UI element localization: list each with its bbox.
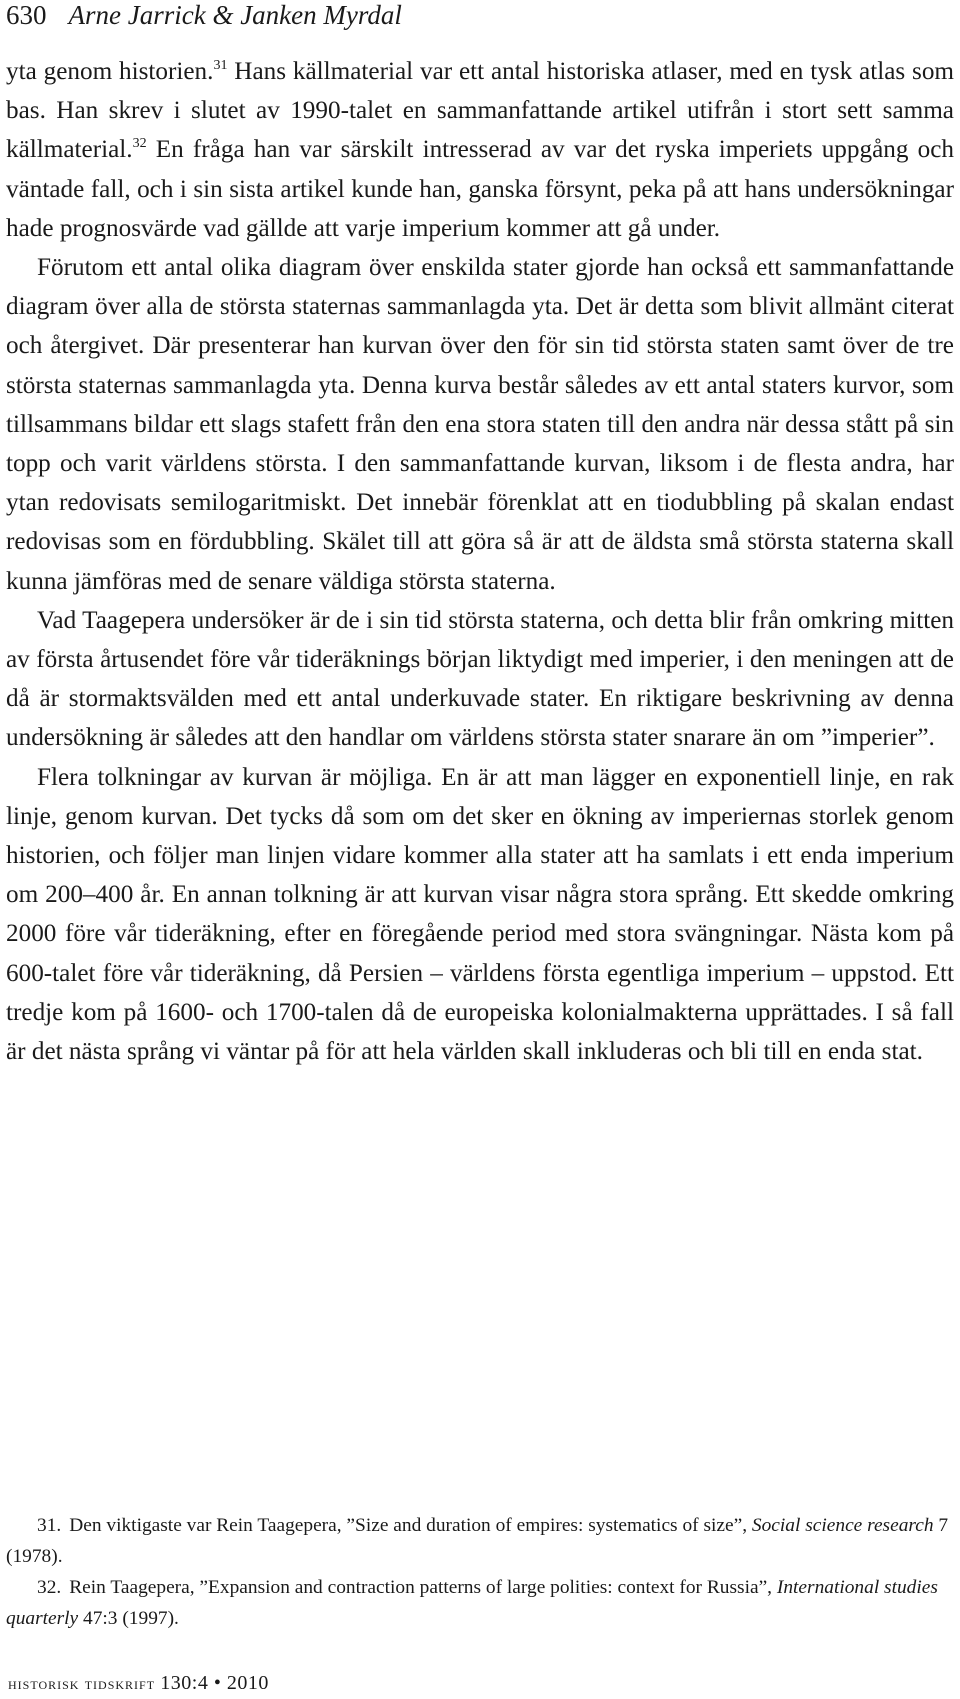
footnote-31-number: 31.	[37, 1515, 62, 1536]
page-number: 630	[6, 0, 47, 30]
running-footer	[8, 1672, 269, 1695]
paragraph-1-text-b: Hans källmaterial var ett antal historiska atlaser, med en tysk atlas som bas. Han skrev i slutet av 1990-talet en sammanfattande artikel utifrån i stort sett samma källmaterial.	[6, 58, 954, 164]
footnote-ref-31[interactable]: 31	[213, 58, 228, 73]
body-text	[6, 52, 954, 1071]
footnote-32-journal: International studies quarterly	[6, 1577, 938, 1629]
paragraph-2: Förutom ett antal olika diagram över enskilda stater gjorde han också ett sammanfattande diagram över alla de största staternas sammanlagda yta. Det är detta som blivit allmänt citerat och återgivet. Där presenterar han kurvan över den för sin tid största staten samt över de tre största staternas sammanlagda yta. Denna kurva består således av ett antal staters kurvor, som tillsammans bildar ett slags stafett från den ena stora staten till den andra när dessa stått på sin topp och varit världens största. I den sammanfattande kurvan, liksom i de flesta andra, har ytan redovisats semilogaritmiskt. Det innebär förenklat att en tiodubbling på skalan endast redovisas som en fördubbling. Skälet till att göra så är att de äldsta små största staterna skall kunna jämföras med de senare väldiga största staterna.	[6, 254, 954, 595]
footnote-31-journal: Social science research	[751, 1515, 934, 1536]
footnote-ref-32[interactable]: 32	[132, 136, 147, 152]
footer-journal-name: historisk tidskrift	[8, 1674, 156, 1693]
footnotes	[6, 1510, 954, 1634]
footnote-32-text-a: Rein Taagepera, ”Expansion and contraction patterns of large polities: context for Russia”,	[69, 1577, 777, 1598]
paragraph-3: Vad Taagepera undersöker är de i sin tid största staterna, och detta blir från omkring mitten av första årtusendet före vår tideräknings början liktydigt med imperier, i den meningen att de då är stormaktsvälden med ett antal underkuvade stater. En riktigare beskrivning av denna undersökning är således att den handlar om världens största stater snarare än om ”imperier”.	[6, 606, 954, 752]
footnote-31	[6, 1510, 954, 1572]
footnote-31-text-b: 7 (1978).	[6, 1515, 949, 1567]
footnote-32-number: 32.	[37, 1577, 62, 1598]
footnote-31-text-a: Den viktigaste var Rein Taagepera, ”Size and duration of empires: systematics of size”,	[69, 1515, 752, 1536]
book-page	[6, 0, 954, 1699]
running-header-authors: Arne Jarrick & Janken Myrdal	[68, 0, 402, 30]
paragraph-4: Flera tolkningar av kurvan är möjliga. En är att man lägger en exponentiell linje, en rak linje, genom kurvan. Det tycks då som om det sker en ökning av imperiernas storlek genom historien, och följer man linjen vidare kommer alla stater att ha samlats i ett enda imperium om 200–400 år. En annan tolkning är att kurvan visar några stora språng. Ett skedde omkring 2000 före vår tideräkning, efter en föregående period med stora svängningar. Nästa kom på 600-talet före vår tideräkning, då Persien – världens första egentliga imperium – uppstod. Ett tredje kom på 1600- och 1700-talen då de europeiska kolonialmakterna upprättades. I så fall är det nästa språng vi väntar på för att hela världen skall inkluderas och bli till en enda stat.	[6, 763, 954, 1066]
footnote-32	[6, 1572, 954, 1634]
paragraph-1-text-a: yta genom historien.	[6, 58, 214, 85]
footnote-32-text-b: 47:3 (1997).	[78, 1608, 179, 1629]
paragraph-1-text-c: En fråga han var särskilt intresserad av var det ryska imperiets uppgång och väntade fall, och i sin sista artikel kunde han, ganska försynt, peka på att hans undersökningar hade prognosvärde vad gällde att varje imperium kommer att gå under.	[6, 136, 954, 242]
paragraph-1	[6, 52, 954, 248]
footer-issue: 130:4 • 2010	[160, 1672, 269, 1694]
running-header	[6, 0, 402, 30]
